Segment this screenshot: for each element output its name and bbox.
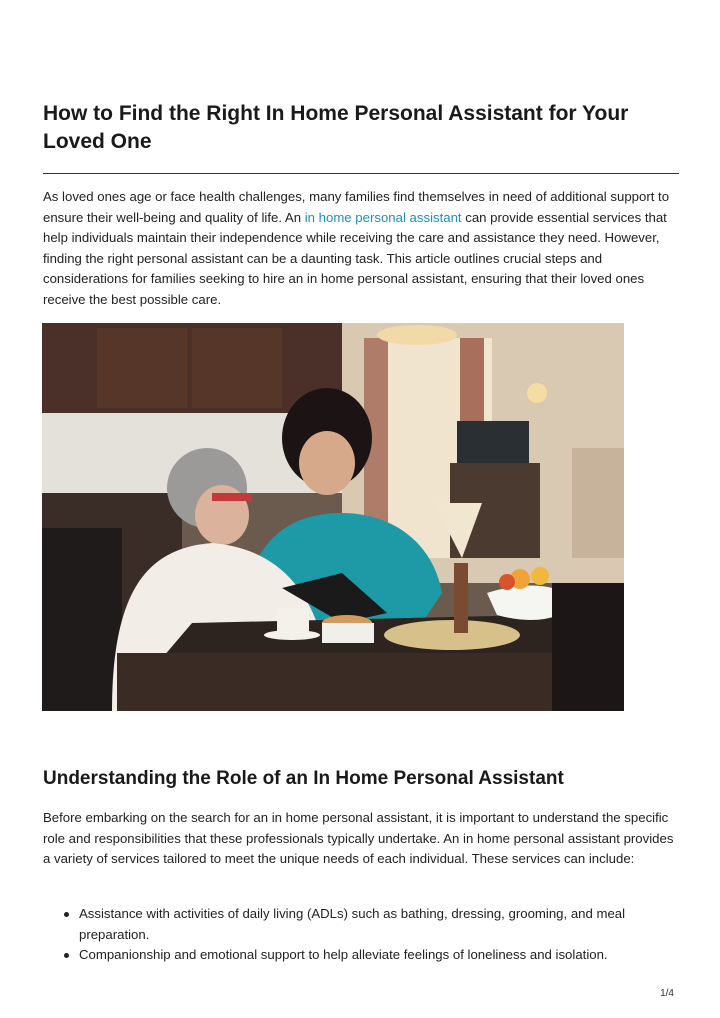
intro-text-before-link: As loved ones age or face health challenges, many families find themselves in need of additional support to ensure their well-being and quality of life. An: [43, 189, 670, 225]
list-item: [43, 945, 683, 966]
caregiver-photo: [42, 323, 624, 711]
services-list: [43, 904, 683, 966]
article-title: How to Find the Right In Home Personal Assistant for Your Loved One: [43, 102, 629, 153]
list-item: [43, 904, 683, 945]
bullet-icon: [64, 953, 69, 958]
section-paragraph: Before embarking on the search for an in home personal assistant, it is important to understand the specific role and responsibilities that these professionals typically undertake. An in home personal assistant provides a variety of services tailored to meet the unique needs of each individual. These services can include:: [43, 810, 674, 867]
intro-text-after-link: can provide essential services that help individuals maintain their independence while receiving the care and assistance they need. However, finding the right personal assistant can be a daunting task. This article outlines crucial steps and considerations for families seeking to hire an in home personal assistant, ensuring that their loved ones receive the best possible care.: [43, 209, 667, 307]
list-item-text: Assistance with activities of daily living (ADLs) such as bathing, dressing, grooming, and meal preparation.: [79, 906, 626, 942]
page-number: 1/4: [660, 988, 674, 999]
list-item-text: Companionship and emotional support to help alleviate feelings of loneliness and isolation.: [79, 947, 608, 963]
bullet-icon: [64, 912, 69, 917]
section-heading: Understanding the Role of an In Home Personal Assistant: [43, 768, 564, 789]
title-divider: [43, 173, 679, 174]
assistant-link[interactable]: in home personal assistant: [304, 209, 462, 225]
intro-paragraph: [43, 187, 683, 311]
